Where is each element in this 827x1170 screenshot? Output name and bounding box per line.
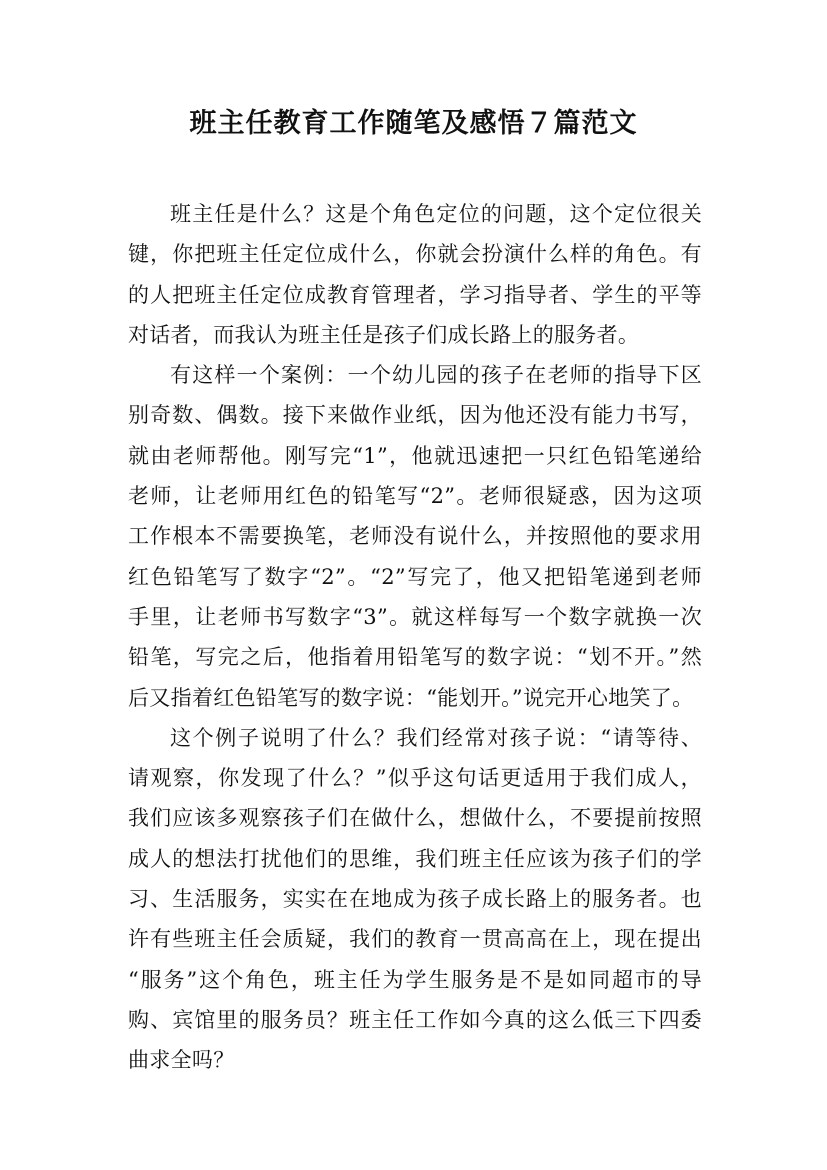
text-line: 成人的想法打扰他们的思维，我们班主任应该为孩子们的学 (128, 846, 702, 871)
text-line: 班主任是什么？这是个角色定位的问题，这个定位很关 (170, 202, 702, 226)
text-line: 的人把班主任定位成教育管理者，学习指导者、学生的平等 (128, 282, 702, 307)
text-line: 习、生活服务，实实在在地成为孩子成长路上的服务者。也 (128, 887, 702, 912)
text-line: 键，你把班主任定位成什么，你就会扮演什么样的角色。有 (128, 242, 702, 267)
text-line: 我们应该多观察孩子们在做什么，想做什么，不要提前按照 (128, 806, 702, 831)
text-line: 红色铅笔写了数字“2”。“2”写完了，他又把铅笔递到老师 (128, 564, 702, 589)
text-line: 曲求全吗？ (128, 1048, 235, 1073)
text-line: “服务”这个角色，班主任为学生服务是不是如同超市的导 (128, 967, 702, 992)
text-line: 就由老师帮他。刚写完“1”，他就迅速把一只红色铅笔递给 (128, 443, 702, 468)
text-line: 这个例子说明了什么？我们经常对孩子说：“请等待、 (170, 725, 702, 750)
text-line: 请观察，你发现了什么？”似乎这句话更适用于我们成人， (128, 766, 702, 791)
document-body (128, 194, 702, 1081)
text-line: 工作根本不需要换笔，老师没有说什么，并按照他的要求用 (128, 524, 702, 549)
text-line: 手里，让老师书写数字“3”。就这样每写一个数字就换一次 (128, 604, 702, 629)
text-line: 别奇数、偶数。接下来做作业纸，因为他还没有能力书写， (128, 403, 702, 428)
text-line: 老师，让老师用红色的铅笔写“2”。老师很疑惑，因为这项 (128, 484, 702, 509)
text-line: 对话者，而我认为班主任是孩子们成长路上的服务者。 (128, 322, 640, 347)
text-line: 有这样一个案例：一个幼儿园的孩子在老师的指导下区 (170, 363, 702, 388)
text-line: 购、宾馆里的服务员？班主任工作如今真的这么低三下四委 (128, 1007, 702, 1032)
text-line: 许有些班主任会质疑，我们的教育一贯高高在上，现在提出 (128, 927, 702, 952)
text-line: 铅笔，写完之后，他指着用铅笔写的数字说：“划不开。”然 (128, 645, 702, 670)
document-title: 班主任教育工作随笔及感悟７篇范文 (189, 108, 638, 139)
text-line: 后又指着红色铅笔写的数字说：“能划开。”说完开心地笑了。 (128, 685, 694, 710)
